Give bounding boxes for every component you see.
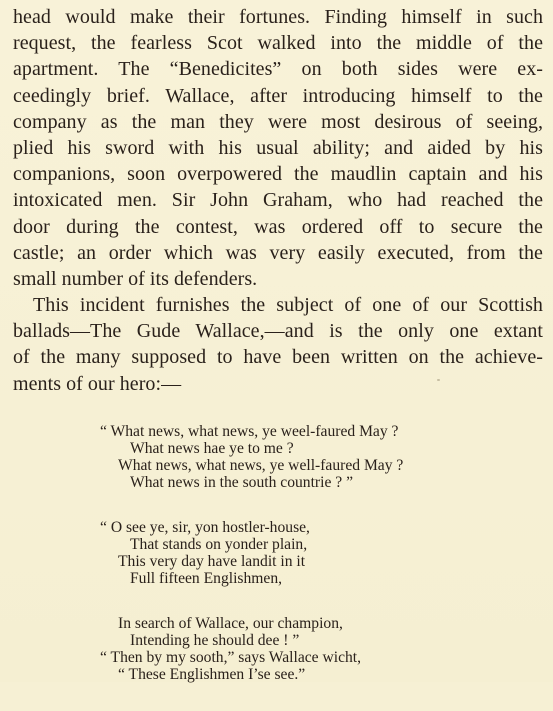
- prose-line: This incident furnishes the subject of one of our Scottish: [33, 294, 543, 317]
- verse-line: “ What news, what news, ye weel-faured May ?: [100, 423, 399, 440]
- verse-line: Full fifteen Englishmen,: [130, 570, 283, 587]
- verse-line: “ Then by my sooth,” says Wallace wicht,: [100, 649, 362, 666]
- verse-line: This very day have landit in it: [118, 553, 306, 570]
- stanza-3: [100, 615, 460, 683]
- prose-line: ments of our hero:—: [13, 372, 182, 395]
- stanza-2: [100, 519, 460, 587]
- paper-speck: [437, 379, 440, 381]
- ballad-verse: [100, 423, 460, 711]
- prose-line: castle; an order which was very easily executed, from the: [13, 241, 543, 264]
- prose-line: door during the contest, was ordered off to secure the: [13, 215, 543, 238]
- verse-line: What news hae ye to me ?: [130, 440, 294, 457]
- prose-line: head would make their fortunes. Finding himself in such: [13, 6, 543, 28]
- verse-line: Intending he should dee ! ”: [130, 632, 300, 649]
- prose-line: ceedingly brief. Wallace, after introducing himself to the: [13, 84, 543, 107]
- prose-line: small number of its defenders.: [13, 267, 258, 290]
- prose-paragraphs: [13, 4, 543, 397]
- prose-line: companions, soon overpowered the maudlin captain and his: [13, 163, 543, 186]
- verse-line: “ These Englishmen I’se see.”: [118, 666, 306, 683]
- prose-line: plied his sword with his usual ability; and aided by his: [13, 136, 543, 159]
- verse-line: “ O see ye, sir, yon hostler-house,: [100, 519, 310, 536]
- prose-line: company as the man they were most desirous of seeing,: [13, 110, 543, 133]
- verse-line: What news in the south countrie ? ”: [130, 474, 354, 491]
- prose-line: of the many supposed to have been written on the achieve-: [13, 346, 543, 369]
- prose-line: ballads—The Gude Wallace,—and is the only one extant: [13, 320, 543, 343]
- verse-line: What news, what news, ye well-faured May ?: [118, 457, 404, 474]
- prose-line: apartment. The “Benedicites” on both sides were ex-: [13, 58, 543, 81]
- verse-line: That stands on yonder plain,: [130, 536, 308, 553]
- prose-line: request, the fearless Scot walked into the middle of the: [13, 32, 543, 55]
- verse-line: In search of Wallace, our champion,: [118, 615, 343, 632]
- prose-line: intoxicated men. Sir John Graham, who had reached the: [13, 189, 543, 212]
- stanza-1: [100, 423, 460, 491]
